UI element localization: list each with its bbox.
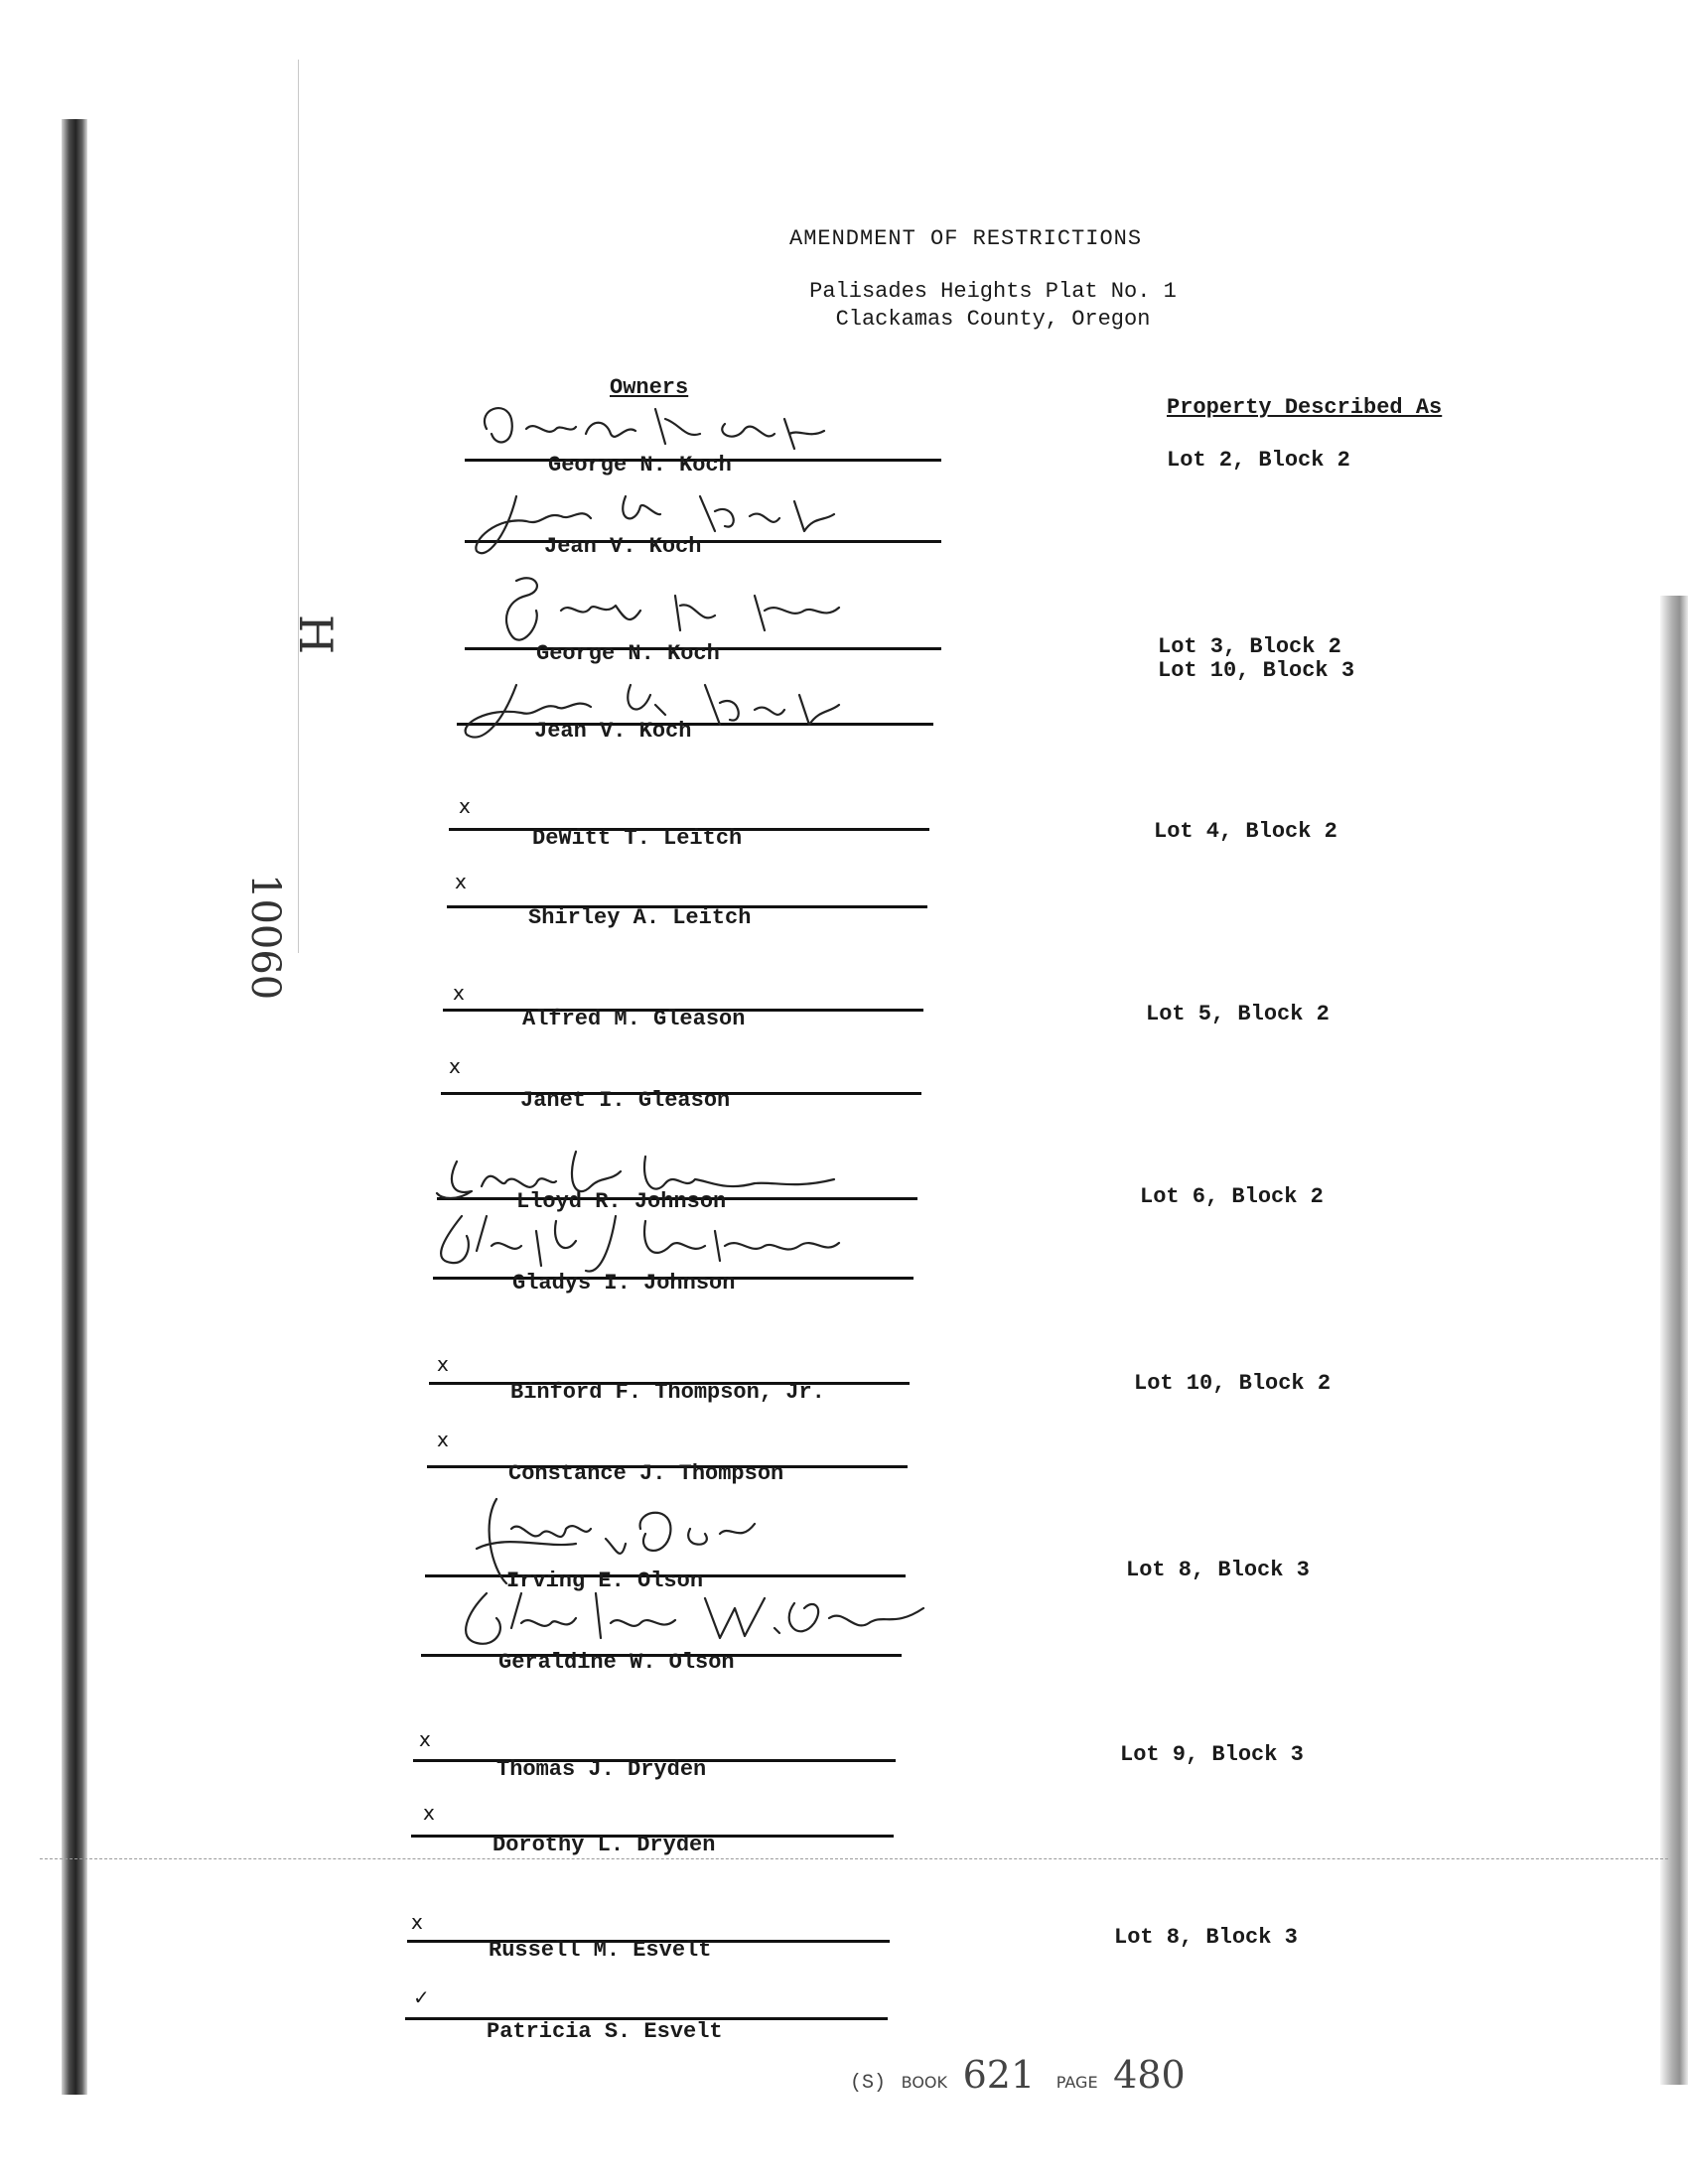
- property-description: Lot 2, Block 2: [1167, 448, 1350, 473]
- x-mark: x: [455, 870, 467, 893]
- stamp-prefix: (S): [850, 2072, 887, 2095]
- subtitle-plat: Palisades Heights Plat No. 1: [809, 279, 1177, 304]
- property-description: Lot 9, Block 3: [1120, 1742, 1304, 1767]
- document-title: AMENDMENT OF RESTRICTIONS: [789, 226, 1143, 251]
- property-description: Lot 6, Block 2: [1140, 1184, 1324, 1209]
- handwritten-signature: [437, 1578, 933, 1668]
- page-label: PAGE: [1055, 2073, 1098, 2092]
- margin-rule: [298, 60, 299, 953]
- property-description: Lot 5, Block 2: [1146, 1002, 1330, 1026]
- document-subtitle: [774, 278, 1211, 334]
- handwritten-signature: [467, 389, 844, 469]
- x-mark: x: [459, 794, 471, 818]
- owner-name: Constance J. Thompson: [508, 1461, 784, 1486]
- owner-name: Thomas J. Dryden: [496, 1757, 707, 1782]
- property-description: Lot 8, Block 3: [1114, 1925, 1298, 1950]
- owner-name: Alfred M. Gleason: [522, 1007, 746, 1031]
- owner-name: Binford F. Thompson, Jr.: [510, 1380, 825, 1405]
- property-description: Lot 4, Block 2: [1154, 819, 1337, 844]
- handwritten-signature: [467, 477, 844, 566]
- x-mark: x: [423, 1801, 435, 1825]
- x-mark: x: [419, 1727, 431, 1751]
- handwritten-signature: [467, 566, 864, 655]
- owner-name: Dorothy L. Dryden: [492, 1833, 716, 1857]
- x-mark: x: [437, 1428, 449, 1451]
- property-description: Lot 3, Block 2 Lot 10, Block 3: [1158, 634, 1355, 683]
- subtitle-county: Clackamas County, Oregon: [835, 307, 1151, 332]
- book-label: BOOK: [901, 2073, 947, 2092]
- recording-stamp: [850, 2053, 1192, 2097]
- scan-shadow-left: [62, 119, 87, 2095]
- scan-shadow-right: [1660, 596, 1688, 2085]
- x-mark: x: [411, 1910, 423, 1934]
- owner-name: Patricia S. Esvelt: [487, 2019, 723, 2044]
- handwritten-signature: [447, 665, 844, 754]
- owner-name: DeWitt T. Leitch: [532, 826, 743, 851]
- owner-name: Janet I. Gleason: [520, 1088, 731, 1113]
- property-description: Lot 8, Block 3: [1126, 1558, 1310, 1582]
- margin-letter: H: [289, 614, 344, 655]
- property-header: Property Described As: [1167, 395, 1443, 420]
- book-number: 621: [962, 2053, 1036, 2097]
- owner-name: Geraldine W. Olson: [498, 1650, 735, 1675]
- owner-name: Jean V. Koch: [534, 719, 692, 744]
- owner-name: Jean V. Koch: [544, 534, 702, 559]
- owner-name: Lloyd R. Johnson: [516, 1189, 727, 1214]
- owner-name: Irving E. Olson: [506, 1569, 704, 1593]
- page-number: 480: [1113, 2053, 1186, 2097]
- owner-name: Gladys I. Johnson: [512, 1271, 736, 1296]
- owner-name: George N. Koch: [548, 453, 732, 478]
- owners-header: Owners: [610, 375, 689, 400]
- x-mark: x: [449, 1054, 461, 1078]
- property-description: Lot 10, Block 2: [1134, 1371, 1332, 1396]
- handwritten-signature: [417, 1201, 874, 1291]
- x-mark: x: [437, 1352, 449, 1376]
- margin-record-number: 10060: [242, 874, 288, 1001]
- fold-line: [40, 1858, 1668, 1859]
- owner-name: George N. Koch: [536, 641, 720, 666]
- check-mark: ✓: [413, 1985, 430, 2009]
- owner-name: Russell M. Esvelt: [489, 1938, 712, 1963]
- owner-name: Shirley A. Leitch: [528, 905, 752, 930]
- x-mark: x: [453, 981, 465, 1005]
